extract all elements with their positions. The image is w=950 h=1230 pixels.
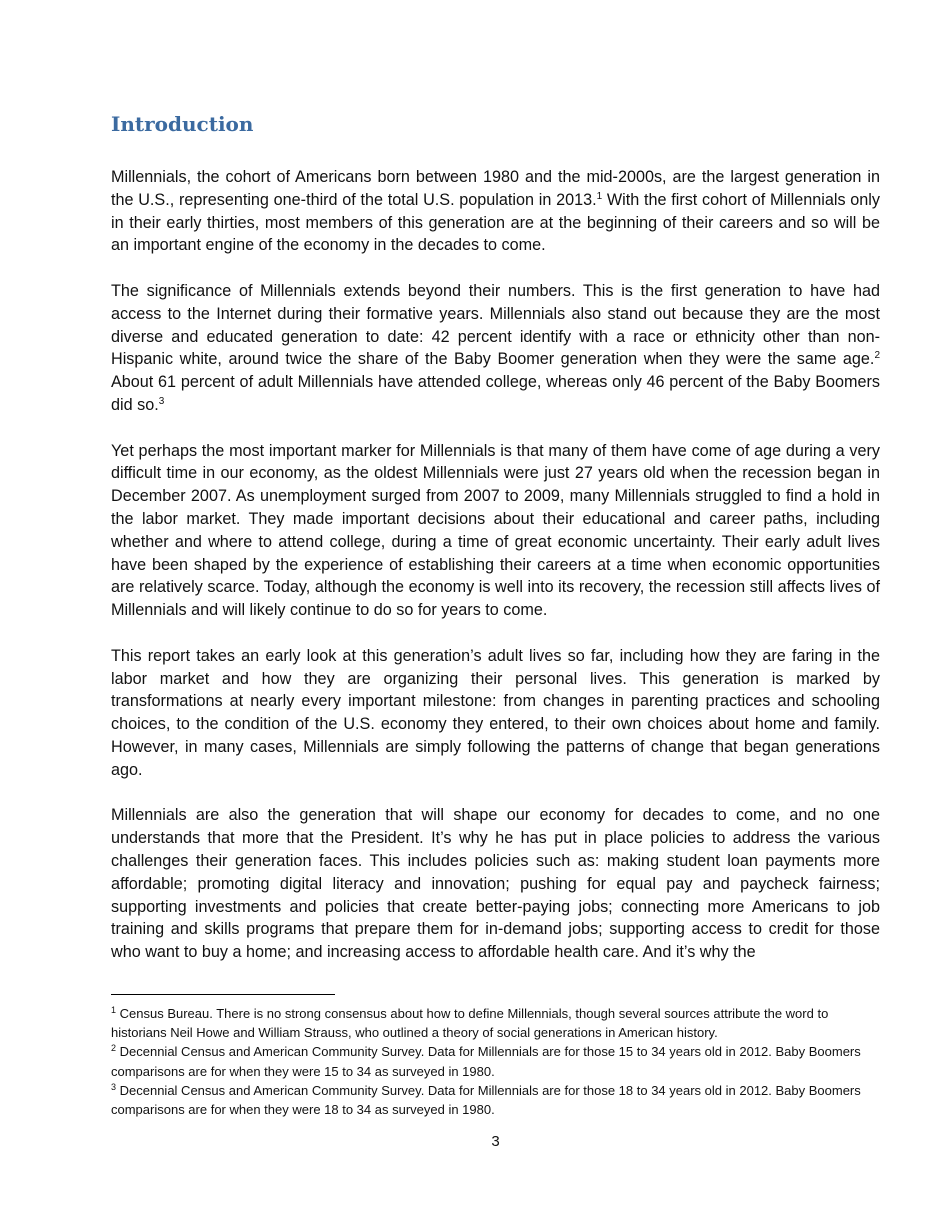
paragraph-1 — [111, 166, 880, 257]
paragraph-3: Yet perhaps the most important marker for Millennials is that many of them have come of age during a very difficult time in our economy, as the oldest Millennials were just 27 years old when the recession began in December 2007. As unemployment surged from 2007 to 2009, many Millennials struggled to find a hold in the labor market. They made important decisions about their educational and career paths, including whether and where to attend college, during a time of great economic uncertainty. Their early adult lives have been shaped by the experience of establishing their careers at a time when economic opportunities are relatively scarce. Today, although the economy is well into its recovery, the recession still affects lives of Millennials and will likely continue to do so for years to come. — [111, 441, 880, 620]
paragraph-2 — [111, 280, 880, 417]
footnote-3 — [111, 1081, 880, 1119]
footnote-text: Census Bureau. There is no strong consensus about how to define Millennials, though several sources attribute the word to historians Neil Howe and William Strauss, who outlined a theory of social generations in American history. — [111, 1006, 829, 1041]
footnote-ref-2[interactable]: 2 — [874, 350, 880, 362]
footnote-ref-3[interactable]: 3 — [158, 395, 165, 407]
paragraph-text: About 61 percent of adult Millennials have attended college, whereas only 46 percent of the Baby Boomers did so. — [111, 373, 880, 414]
paragraph-4: This report takes an early look at this generation’s adult lives so far, including how they are faring in the labor market and how they are organizing their personal lives. This generation is marked by transformations at nearly every important milestone: from changes in parenting practices and schooling choices, to the condition of the U.S. economy they entered, to their own choices about home and family. However, in many cases, Millennials are simply following the patterns of change that began generations ago. — [111, 646, 880, 779]
section-heading: Introduction — [111, 112, 254, 136]
body-text — [111, 166, 880, 987]
page-number: 3 — [491, 1133, 500, 1150]
paragraph-5: Millennials are also the generation that will shape our economy for decades to come, and no one understands that more that the President. It’s why he has put in place policies to address the various challenges their generation faces. This includes policies such as: making student loan payments more affordable; promoting digital literacy and innovation; pushing for equal pay and paycheck fairness; supporting investments and policies that create better-paying jobs; connecting more Americans to job training and skills programs that prepare them for in-demand jobs; supporting access to credit for those who want to buy a home; and increasing access to affordable health care. And it’s why the — [111, 806, 880, 962]
footnote-marker: 2 — [111, 1043, 117, 1054]
footnote-text: Decennial Census and American Community Survey. Data for Millennials are for those 18 to 34 years old in 2012. Baby Boomers comparisons are for when they were 18 to 34 as surveyed in 1980. — [111, 1082, 861, 1118]
footnote-marker: 3 — [111, 1081, 117, 1092]
footnote-1 — [111, 1004, 880, 1042]
paragraph-text: With the first cohort of Millennials only in their early thirties, most members of this generation are at the beginning of their careers and so will be an important engine of the economy in the decades to come. — [111, 190, 880, 255]
footnote-text: Decennial Census and American Community Survey. Data for Millennials are for those 15 to 34 years old in 2012. Baby Boomers comparisons are for when they were 15 to 34 as surveyed in 1980. — [111, 1044, 861, 1079]
paragraph-text: The significance of Millennials extends beyond their numbers. This is the first generation to have had access to the Internet during their formative years. Millennials also stand out because they are the most diverse and educated generation to date: 42 percent identify with a race or ethnicity other than non-Hispanic white, around twice the share of the Baby Boomer generation when they were the same age. — [111, 281, 880, 369]
footnote-separator — [111, 994, 335, 995]
footnote-ref-1[interactable]: 1 — [596, 190, 603, 202]
footnotes — [111, 1004, 880, 1119]
footnote-2 — [111, 1042, 880, 1080]
footnote-marker: 1 — [111, 1005, 117, 1015]
paragraph-text: Millennials, the cohort of Americans born between 1980 and the mid-2000s, are the largest generation in the U.S., representing one-third of the total U.S. population in 2013. — [111, 168, 880, 209]
